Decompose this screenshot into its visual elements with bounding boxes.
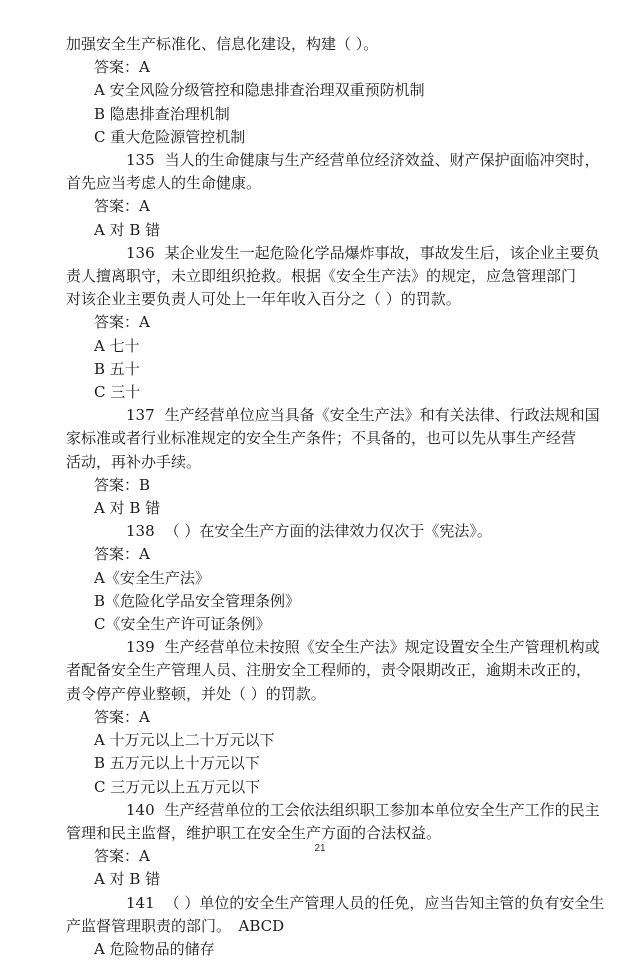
option-line: A 对 B 错 xyxy=(94,220,161,239)
question-text: 生产经营单位应当具备《安全生产法》和有关法律、行政法规和国 xyxy=(164,406,600,425)
question-text: 当人的生命健康与生产经营单位经济效益、财产保护面临冲突时， xyxy=(164,151,600,170)
question-first-line xyxy=(66,636,600,659)
question-text-line: 产监督管理职责的部门。 ABCD xyxy=(66,916,285,935)
question-text-line: 管理和民主监督，维护职工在安全生产方面的合法权益。 xyxy=(66,823,442,842)
answer-line: 答案：A xyxy=(94,313,150,332)
option-line: B 五万元以上十万元以下 xyxy=(94,754,260,773)
question-text: 生产经营单位未按照《安全生产法》规定设置安全生产管理机构或 xyxy=(164,638,600,657)
question-number: 136 xyxy=(126,243,155,262)
option-line: C 三十 xyxy=(94,383,141,402)
question-list xyxy=(66,33,605,961)
answer-line: 答案：B xyxy=(94,475,151,494)
question-first-line xyxy=(66,404,600,427)
answer-line: 答案：A xyxy=(94,545,150,564)
question-number: 139 xyxy=(126,638,155,657)
answer-line: 答案：A xyxy=(94,197,150,216)
option-line: A 危险物品的储存 xyxy=(94,939,215,958)
question-number: 138 xyxy=(126,522,155,541)
question-text: （ ）在安全生产方面的法律效力仅次于《宪法》。 xyxy=(164,522,492,541)
question-text-line: 责人擅离职守，未立即组织抢救。根据《安全生产法》的规定，应急管理部门 xyxy=(66,267,577,286)
question-number: 140 xyxy=(126,800,155,819)
option-line: B 隐患排查治理机制 xyxy=(94,104,230,123)
option-line: B 五十 xyxy=(94,359,140,378)
question-first-line xyxy=(66,520,588,543)
question-text-line: 者配备安全生产管理人员、注册安全工程师的，责令限期改正，逾期未改正的， xyxy=(66,661,592,680)
answer-line: 答案：A xyxy=(94,58,150,77)
question-text: 生产经营单位的工会依法组织职工参加本单位安全生产工作的民主 xyxy=(164,800,600,819)
option-line: A《安全生产法》 xyxy=(94,568,210,587)
question-text-line: 活动，再补办手续。 xyxy=(66,452,202,471)
option-line: C 重大危险源管控机制 xyxy=(94,127,246,146)
question-text-line: 对该企业主要负责人可处上一年年收入百分之（ ）的罚款。 xyxy=(66,290,461,309)
question-text-line: 加强安全生产标准化、信息化建设，构建（ ）。 xyxy=(66,35,379,53)
option-line: C 三万元以上五万元以下 xyxy=(94,777,261,796)
question-text-line: 责令停产停业整顿，并处（ ）的罚款。 xyxy=(66,684,326,703)
question-first-line xyxy=(66,242,600,265)
option-line: A 安全风险分级管控和隐患排查治理双重预防机制 xyxy=(94,81,425,100)
question-text-line: 家标准或者行业标准规定的安全生产条件；不具备的，也可以先从事生产经营 xyxy=(66,429,577,448)
question-number: 135 xyxy=(126,151,155,170)
option-line: A 七十 xyxy=(94,336,140,355)
page-number: 21 xyxy=(314,843,326,854)
question-number: 137 xyxy=(126,406,155,425)
option-line: A 对 B 错 xyxy=(94,499,161,518)
question-first-line xyxy=(66,149,600,172)
question-text: （ ）单位的安全生产管理人员的任免，应当告知主管的负有安全生 xyxy=(164,893,605,912)
option-line: B《危险化学品安全管理条例》 xyxy=(94,591,301,610)
question-text-line: 首先应当考虑人的生命健康。 xyxy=(66,174,262,193)
question-text: 某企业发生一起危险化学品爆炸事故，事故发生后，该企业主要负 xyxy=(164,243,600,262)
question-first-line xyxy=(66,799,600,822)
option-line: C《安全生产许可证条例》 xyxy=(94,615,271,634)
option-line: A 十万元以上二十万元以下 xyxy=(94,731,275,750)
question-number: 141 xyxy=(126,893,155,912)
answer-line: 答案：A xyxy=(94,707,150,726)
question-first-line xyxy=(66,892,605,915)
option-line: A 对 B 错 xyxy=(94,870,161,889)
answer-line: 答案：A xyxy=(94,847,150,866)
